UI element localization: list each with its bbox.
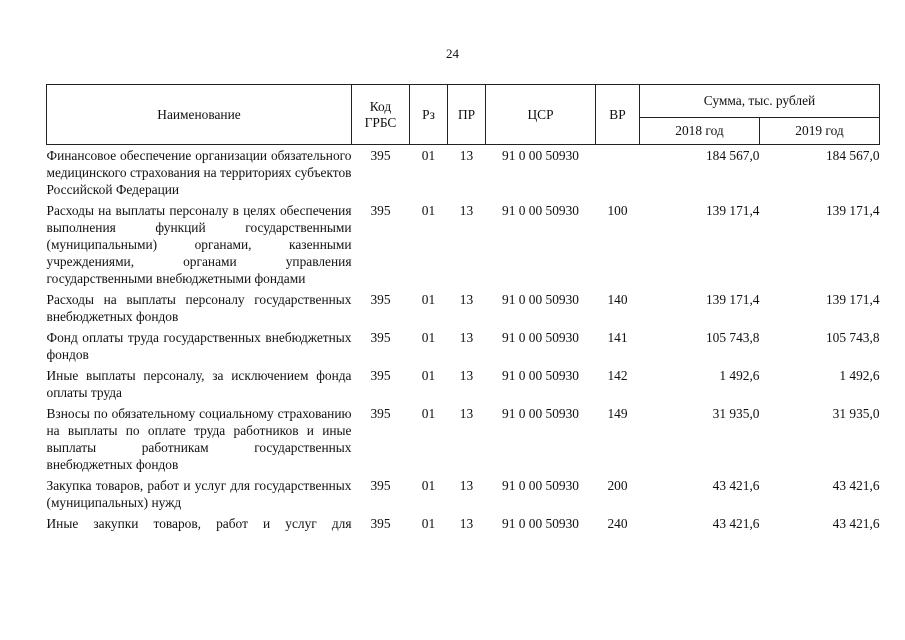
table-body xyxy=(47,145,880,535)
row-csr: 91 0 00 50930 xyxy=(502,330,579,345)
row-csr: 91 0 00 50930 xyxy=(502,516,579,531)
row-rz: 01 xyxy=(421,330,436,345)
row-vr: 140 xyxy=(607,292,628,307)
header-rz: Рз xyxy=(410,85,448,145)
row-grbs: 395 xyxy=(370,330,391,345)
budget-table xyxy=(46,84,880,534)
row-sum-2019: 43 421,6 xyxy=(832,516,880,531)
row-sum-2019: 105 743,8 xyxy=(825,330,880,345)
row-grbs: 395 xyxy=(370,292,391,307)
row-sum-2018: 1 492,6 xyxy=(719,368,760,383)
table-row xyxy=(47,327,880,365)
row-grbs: 395 xyxy=(370,203,391,218)
row-sum-2018: 43 421,6 xyxy=(712,516,760,531)
row-name: Расходы на выплаты персоналу государственных внебюджетных фондов xyxy=(46,292,352,324)
header-year-2018: 2018 год xyxy=(640,118,760,145)
row-sum-2019: 139 171,4 xyxy=(825,292,880,307)
row-sum-2019: 31 935,0 xyxy=(832,406,880,421)
row-pr: 13 xyxy=(459,516,474,531)
row-pr: 13 xyxy=(459,292,474,307)
row-grbs: 395 xyxy=(370,148,391,163)
row-name: Иные закупки товаров, работ и услуг для xyxy=(46,516,352,531)
row-rz: 01 xyxy=(421,292,436,307)
row-csr: 91 0 00 50930 xyxy=(502,203,579,218)
row-vr: 142 xyxy=(607,368,628,383)
row-sum-2018: 184 567,0 xyxy=(705,148,760,163)
row-rz: 01 xyxy=(421,148,436,163)
row-sum-2019: 139 171,4 xyxy=(825,203,880,218)
row-grbs: 395 xyxy=(370,516,391,531)
header-sum: Сумма, тыс. рублей xyxy=(640,85,880,118)
row-vr: 240 xyxy=(607,516,628,531)
row-grbs: 395 xyxy=(370,478,391,493)
row-csr: 91 0 00 50930 xyxy=(502,368,579,383)
header-grbs: Код ГРБС xyxy=(352,85,410,145)
table-row xyxy=(47,145,880,201)
row-sum-2018: 31 935,0 xyxy=(712,406,760,421)
row-rz: 01 xyxy=(421,406,436,421)
row-rz: 01 xyxy=(421,478,436,493)
row-vr: 100 xyxy=(607,203,628,218)
table-row xyxy=(47,513,880,534)
row-pr: 13 xyxy=(459,406,474,421)
row-rz: 01 xyxy=(421,368,436,383)
row-csr: 91 0 00 50930 xyxy=(502,292,579,307)
row-sum-2018: 105 743,8 xyxy=(705,330,760,345)
row-vr xyxy=(596,145,640,201)
row-csr: 91 0 00 50930 xyxy=(502,478,579,493)
row-sum-2018: 139 171,4 xyxy=(705,203,760,218)
table-row xyxy=(47,200,880,289)
header-name: Наименование xyxy=(47,85,352,145)
row-vr: 141 xyxy=(607,330,628,345)
header-csr: ЦСР xyxy=(486,85,596,145)
row-sum-2018: 139 171,4 xyxy=(705,292,760,307)
row-name: Закупка товаров, работ и услуг для государственных (муниципальных) нужд xyxy=(46,478,352,510)
row-pr: 13 xyxy=(459,203,474,218)
row-pr: 13 xyxy=(459,330,474,345)
row-csr: 91 0 00 50930 xyxy=(502,148,579,163)
table-row xyxy=(47,289,880,327)
row-name: Фонд оплаты труда государственных внебюджетных фондов xyxy=(46,330,352,362)
row-sum-2019: 1 492,6 xyxy=(839,368,880,383)
row-vr: 149 xyxy=(607,406,628,421)
table-row xyxy=(47,403,880,475)
row-csr: 91 0 00 50930 xyxy=(502,406,579,421)
row-name: Взносы по обязательному социальному страхованию на выплаты по оплате труда работников и иные выплаты работникам государственных внебюджетных фондов xyxy=(46,406,352,472)
row-vr: 200 xyxy=(607,478,628,493)
row-sum-2019: 184 567,0 xyxy=(825,148,880,163)
row-grbs: 395 xyxy=(370,406,391,421)
table-row xyxy=(47,365,880,403)
header-vr: ВР xyxy=(596,85,640,145)
row-sum-2018: 43 421,6 xyxy=(712,478,760,493)
row-rz: 01 xyxy=(421,203,436,218)
row-rz: 01 xyxy=(421,516,436,531)
row-pr: 13 xyxy=(459,478,474,493)
row-sum-2019: 43 421,6 xyxy=(832,478,880,493)
row-grbs: 395 xyxy=(370,368,391,383)
row-pr: 13 xyxy=(459,368,474,383)
header-pr: ПР xyxy=(448,85,486,145)
row-name: Финансовое обеспечение организации обязательного медицинского страхования на территориях субъектов Российской Федерации xyxy=(46,148,352,197)
header-year-2019: 2019 год xyxy=(760,118,880,145)
row-name: Иные выплаты персоналу, за исключением фонда оплаты труда xyxy=(46,368,352,400)
row-name: Расходы на выплаты персоналу в целях обеспечения выполнения функций государственными (муниципальными) органами, казенными учреждениями, органами управления государственными внебюджетными фондами xyxy=(46,203,352,286)
table-row xyxy=(47,475,880,513)
page-number: 24 xyxy=(446,46,459,61)
row-pr: 13 xyxy=(459,148,474,163)
